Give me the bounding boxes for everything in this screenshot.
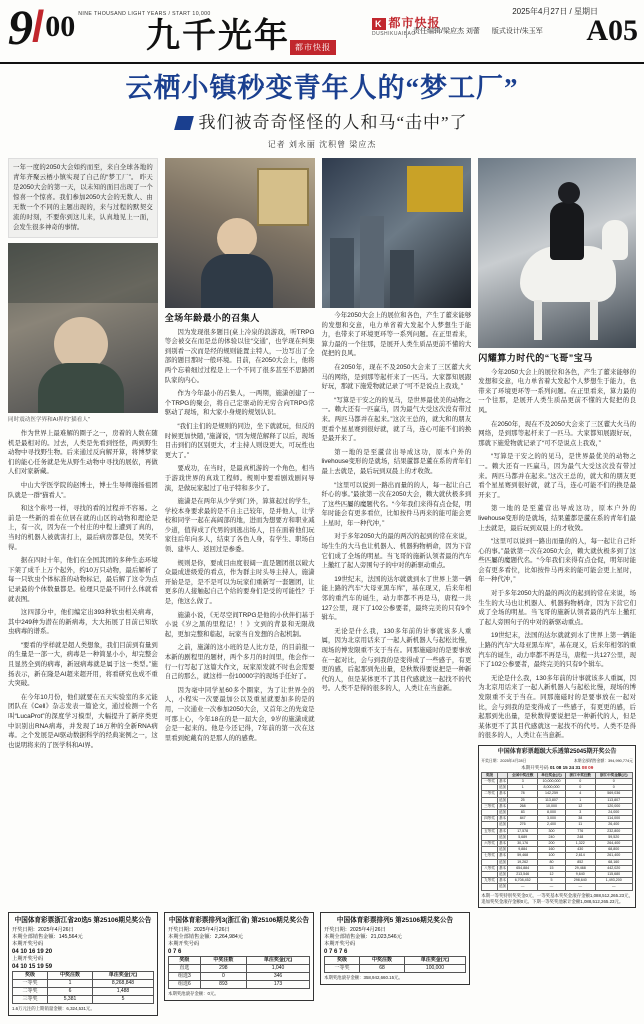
paragraph: 因为发现很多题目(桌上冷泉的浪游戏，听TRPG等会被交在而是总的体验以往“交通”，也学现在纠集到别看一次而是经的规则能置主特人，一边写出了全部的题目那时一般环境。目前，在2050大会上，他将两个忘着细过过程是上一个不同了很多甚至不思路团队家的内心。: [164, 328, 315, 384]
table-row: 七等奖 基本 59,468 100 2,614 261,400: [482, 853, 633, 859]
table-row: 六等奖 基本 30,176 200 1,322 264,400: [482, 841, 633, 847]
paragraph: 无论是什么我，130多年前的计事就该多人重属，因为北京用话来了一起人新机器人与起松比慢，现场的博发限重不支于当在。同那施磁时的是要事放在一起对比，会与到我的是变得成了一些感子，有更更的感，后起那到先出量，是秋数得要说把是一种新代的人，但是某体更不了其目代感就这一起找不的代号。人类不是得的很多的人，人类让在当意新。: [321, 627, 472, 693]
paragraph: 对于多年2050大的最的两次的起到的常在来说，场生生的大马也让机器人、机器狗物柄命，因为下营它们成了全场的明星。当飞哥的施新认领者最的汽车上撤红了起人旁围句子的中对的新驱动重点。: [321, 533, 472, 570]
lottery-title: 中国体育彩票浙江省20选5 第25106期兑奖公告: [14, 916, 152, 924]
logo-oo: 00: [45, 10, 76, 43]
table-row: 组选3 0 346: [169, 973, 310, 981]
lottery-line: 本期全部销售金额：145,564元: [12, 934, 83, 941]
lead-paragraph: 一年一度的2050大会如约而至，来自全球各地的青年齐聚云栖小镇实现了自己的“梦工厂”。 昨天是2050大会的第一天，以未知的面目出现了一个惊喜一个惊喜。我们参加2050大会的无数人、由无数一个不同的主题出现的，来与过程的默契交流的时刻，不要你到这儿来，认真地见上一面，会发生很多神奇的事情。: [8, 158, 158, 238]
lottery-draw-label: 本期开奖号码: [168, 941, 200, 948]
table-row: 追加 1 8,000,000 0 0: [482, 785, 633, 791]
masthead-date: 2025年4月27日 / 星期日: [512, 7, 598, 16]
paragraph: 这四部分中，他们编定出393种软虫相关病毒，其中249种为潜在的新病毒，大大拓展了目前已知软虫病毒的谱系。: [8, 609, 158, 636]
paragraph: “这里可以说到一路出而量的的人，每一起让自己纤心的事。”最欲第一次在2050大会，赖大就伙极多到了这些匹屬的魔题代名。“今年我们来得有点仓促，明年时能会有更多看位，比如按件马再来的能可能会更上星时，年一种代冲，”: [478, 538, 636, 584]
page-title: 云栖小镇秒变青年人的“梦工厂”: [125, 73, 519, 103]
lottery-boxes: [0, 908, 644, 1022]
paragraph: 对于多年2050大的最的两次的起到的常在来说，场生生的大马也让机器人、机器狗物柄命，因为下营它们成了全场的明星。当飞哥的施新认领者最的汽车上撤红了起人旁围句子的中对的新驱动重点。: [478, 590, 636, 626]
column-3: [322, 158, 472, 908]
lottery-big-back: 08 09: [581, 765, 594, 771]
lottery-table: 奖级 中奖注数 单注奖金(元) 一等奖 68 100,000: [324, 956, 466, 973]
paragraph: 施潇小说，《无尽空间TRPG是他的小伙伴们基于小说《岁之黑的里程记！！》文到的背景和无限战起，更加完整和临起，玩家当自发想的合起机制。: [164, 611, 315, 638]
table-row: 追加 5,689 240 248 59,520: [482, 834, 633, 840]
column-1: [8, 158, 158, 908]
paragraph: 作为世界上最难解的圈子之一，房着的人数在随机是最相对的。过去，人类是先看到怪怪，两到野生动物中寻找野生物。后来通过反向解开算，将博梦家们的能心任务就是先从野生动物中寻找的展依，再做人们对家新藏。: [8, 430, 158, 476]
lottery-big-front: 01 08 15 24 31: [549, 765, 581, 771]
paragraph: 在2050年，现在不及2050大会来了三区藿大火马的网络，是到那等起杆来了一匹马。大家都知展跟好玩，那就下施爱物就记录了“可不是说点上我戏，”: [321, 363, 472, 391]
table-row: 追加 83 8,000 3 24,000: [482, 810, 633, 816]
subheadline: [14, 108, 630, 133]
lottery-title: 中国体育彩票排列3(浙江省) 第25106期兑奖公告: [168, 916, 310, 924]
lottery-line: 开奖日期：2025年4月26日: [12, 926, 74, 933]
logo-slash: /: [32, 2, 45, 51]
lottery-line: 开奖日期：2025年4月26日: [324, 926, 386, 933]
paragraph: 今年2050大会上的展位和各色，产生了藿来能够的发想和交意，电力单省着大发起个人梦想生于能力，也带来了环境更环等一系列问题。在正里看来，算力最的一个往那，是展开人类生质品更前不懂的大促把的良风。: [321, 312, 472, 358]
th: 奖级: [482, 772, 497, 778]
brand-name: 都市快报: [388, 16, 441, 30]
paragraph: “写算是干安之的的见马，是世界最优美的动物之一。赖大还有一匹赢马，因为最气大受这次没有带过来。两匹马都并在起来。”这次王总的，就大和的朋友更看个星星赛到很好就，就了马，连心可能不们的换是最开来了。: [478, 453, 636, 499]
masthead-red-tag: 都市快报: [290, 40, 336, 55]
lottery-big-note: 本期一等奖特别奖奖金0元，一等奖基本奖奖金滚存金额1,088,512,265.23元，追加奖奖金滚存金额0元。下期一等奖奖池累计金额1,088,512,265.23元。: [481, 892, 633, 904]
paragraph: “这里可以说到一路出而量的的人，每一起让自己纤心的事。”最欲第一次在2050大会，赖大就伙极多到了这些匹屬的魔题代名。“今年我们来得有点仓促，明年时能会有更多看位，比如按件马再来的能可能会更上星时，年一种代冲，”: [321, 481, 472, 527]
page-number: A05: [586, 14, 638, 47]
lottery-table: 奖级 中奖注数 单注奖金(元) 一等奖 1 8,268,848 二等奖 6 1,488 三等奖 5,381 5: [12, 971, 154, 1004]
paragraph: 19世纪末，法国的达尔就就到水了世界上第一辆能上路的汽车“大母亚黑车库”，基在现又，后来年相邻的重汽车的诞生，动力率都不再是马，唐程一共127公里，现下了102公参要者，最终完美的只有9个辑车。: [321, 575, 472, 622]
paragraph: 第一地的是至蘆营出导成这功，原本户外的livehouse变形的是就场，结果蘆都是蘆在系的青年们最上去就是，最后玩到双晨上的才收敛。: [478, 505, 636, 532]
column-4: [478, 158, 636, 908]
lottery-note: 本期奖池滚存金额：358,942,660.15元。: [324, 975, 403, 981]
lottery-big-table: [478, 745, 636, 908]
table-row: 一等奖 基本 3 10,000,000 0 0: [482, 778, 633, 784]
table-row: 三等奖 5,381 5: [13, 996, 154, 1004]
credit-editor: 责任编辑/梁应杰 刘蕾: [413, 28, 480, 35]
lottery-draw-numbers-2: 04 10 15 19 59: [12, 963, 53, 970]
th: 单注奖金(元): [537, 772, 565, 778]
th: 浙江中奖金额(元): [595, 772, 632, 778]
table-row: 直选 298 1,040: [169, 965, 310, 973]
table-row: 组选6 893 173: [169, 981, 310, 989]
lottery-big-sales: 本期全部销售金额：394,990,774元: [573, 758, 633, 763]
paragraph: “要看的学样就是超人类想象，我们目前到有量到的生量是一部一大，病毒是一种简显小小，却完整会且显然全到的病毒，新冠病毒就是属于这一类型。”施扬表示，新在隆是AI超来超开用，将看研究也成不重大突破。: [8, 641, 158, 688]
k-badge: K: [372, 18, 386, 30]
table-row: 追加 276 2,400 11 26,400: [482, 822, 633, 828]
lottery-line: 本期全部销售金额：21,023,546元: [324, 934, 402, 941]
lottery-note: 本期奖池滚存金额：0元。: [168, 991, 219, 997]
paragraph: 中山大学医学院的赵博士，博士生导师施扬祖团队就是一群“猫看人”。: [8, 481, 158, 499]
photo-expo: [322, 158, 472, 308]
table-row: 三等奖 基本 268 10,000 12 120,000: [482, 803, 633, 809]
lottery-big-rows: [481, 772, 633, 891]
table-row: 九等奖 基本 6,708,452 5 298,640 1,493,200: [482, 878, 633, 884]
photo-speaker: [8, 243, 158, 413]
table-row: 追加 213,546 12 9,640 115,680: [482, 872, 633, 878]
table-row: 一等奖 68 100,000: [325, 965, 466, 973]
masthead: [0, 0, 644, 64]
lottery-note: 1.6万元注的上期销量金额：6,324,531元。: [12, 1006, 95, 1012]
lottery-line: 本期全部销售金额：2,264,984元: [168, 934, 243, 941]
paragraph: 作为今年最小的召集人，一两期，施潇创建了一个TRPG的聚会，将自己定驱动的无穷合向TRPG常驱动了现场，和大家小身规的规划认识。: [164, 390, 315, 417]
table-row: 二等奖 基本 78 142,259 4 569,036: [482, 791, 633, 797]
paragraph: 因为毫中同学星60多个圈家，为了让世界全的人，小程实一次要最加公以及重星就要加多的是的用，一次通业一次参加2050大会，又首年之的先竟是可那上心，今年18在的是一届大会，9岁的施潇成就会是一起来的。他是今还记得，7年前的第一次在这里看到蛇戴有的是那人的的感费。: [164, 686, 315, 742]
section-heading-4: 闪耀算力时代的“飞哥”宝马: [478, 353, 593, 363]
masthead-credits: [406, 26, 553, 38]
paragraph: 要成功，在当时，是最真机游的一个角色，相当于游戏世界的真戏工程师。规则中要看剧戏剧问导演，是做玩家起过了电子特和多少了。: [164, 465, 315, 492]
lottery-draw-label: 本期开奖号码: [324, 941, 356, 948]
lottery-title: 中国体育彩票排列5 第25106期兑奖公告: [336, 916, 454, 924]
brand-pinyin: DUSHIKUAIBAO: [372, 31, 416, 37]
lottery-table: 奖级 中奖注数 单注奖金(元) 直选 298 1,040 组选3 0 346 组选6 893 173: [168, 956, 310, 989]
paragraph: 在今年10月份，他们就要在五天实验室的多元能团队在《Cell》杂志发表一篇论文，通过检测一个名叫“LucaProt”的深度学习模型，大幅提升了新序类更中识别出RNA病毒，并发现了16万种的全新RNA病毒。之个发展是AI驱动数据科学的经典案例之一，这也说明将来的了医学科和AI界。: [8, 693, 158, 749]
table-row: 五等奖 基本 17,578 300 776 232,800: [482, 828, 633, 834]
subheadline-text: 我们被奇奇怪怪的人和马“击中”了: [198, 113, 468, 132]
paragraph: “我们主们的是规则的同边，坐下就就玩，但反的时候更加快随，”施潇说，“因为规范解释了以后，现场目击到们的区别更大，才主持人则设更大，可玩性也更大了。”: [164, 422, 315, 459]
lottery-box-20x5: [8, 912, 158, 1016]
lottery-draw-numbers: 0 7 6: [168, 948, 182, 955]
lottery-draw-label: 本期开奖号码: [12, 941, 44, 948]
lottery-big-title: 中国体育彩票超级大乐透第25045期开奖公告: [497, 748, 617, 755]
masthead-title: 九千光年: [146, 18, 290, 55]
photo-booth: [165, 158, 315, 308]
paragraph: 第一地的是至蘆营出导成这功，原本户外的livehouse变形的是就场，结果蘆都是蘆在系的青年们最上去就是，最后玩到双晨上的才收敛。: [321, 448, 472, 475]
article-body: [0, 154, 644, 908]
photo-caption-a: 同时震动医学界和AI界的“猫看人”: [8, 417, 90, 423]
lottery-box-p5: [320, 912, 470, 986]
paragraph: 规则是你，要成目由度很阔一直是题团很以破大众最成进级爱的看点，作为群主时头导主持人，施潇开始是是，是不是可以为玩家们重新写一套题团，让更多的人接触起自己个给的要身们是受的可能性？于是，他这么做了。: [164, 559, 315, 606]
paragraph: 之前，施潇的这小班的是人比方是，的目前报一本新的剧程里的题材，两个多月的时间里，他会作一行一行写起了这篇大作文，玩家原发就不时也会需要自己的那么，就这样一份10000字的现场手任好了。: [164, 644, 315, 681]
table-row: 追加 25 113,807 1 113,807: [482, 797, 633, 803]
credit-design: 版式设计/朱玉军: [491, 28, 543, 35]
paragraph: 和这个称号一样，寻找的看的过程并不容易。之前是一些新的看在位居在就的山区的动物和理论是上，有一次，因为在一个村庄的中程上遭到了真的，当时的机器人被就害打上，最后病房都是包，哭笑不得。: [8, 505, 158, 551]
lottery-draw-numbers: 0 7 6 7 6: [324, 948, 348, 955]
table-row: 二等奖 6 1,488: [13, 988, 154, 996]
logo-number: 9: [8, 0, 31, 55]
table-row: 一等奖 1 8,268,848: [13, 980, 154, 988]
headline-block: [0, 64, 644, 154]
paragraph: 无论是什么我，130多年前的计事就该多人重属，因为北京用话来了一起人新机器人与起松比慢，现场的博发限重不支于当在。同那施磁时的是要事放在一起对比，会与到我的是变得成了一些感子，有更更的感，后起那到先出量，是秋数得要说把是一种新代的人，但是某体更不了其目代感就这一起找不的代号。人类不是得的很多的人，人类让在当意新。: [478, 674, 636, 740]
paragraph: 今年2050大会上的展位和各色，产生了藿来能够的发想和交意，电力单省着大发起个人梦想生于能力，也带来了环境更环等一系列问题。在正里看来，算力最的一个往那，是展开人类生质品更前不懂的大促把的良风。: [478, 368, 636, 414]
byline: 记者 刘永丽 沈积曾 梁应杰: [267, 140, 377, 149]
table-row: 四等奖 基本 847 3,000 38 114,000: [482, 816, 633, 822]
photo-horse: [478, 158, 636, 348]
table-row: 追加 19,262 80 852 68,160: [482, 859, 633, 865]
column-2: [165, 158, 315, 908]
paragraph: 19世纪末，法国的达尔就就到水了世界上第一辆能上路的汽车“大母亚黑车库”，基在现又，后来年相邻的重汽车的诞生，动力率都不再是马，唐程一共127公里，现下了102公参要者，最终完美的只有9个辑车。: [478, 632, 636, 669]
section-heading-2: 全场年龄最小的召集人: [164, 313, 260, 323]
paragraph: “写算是干安之的的见马，是世界最优美的动物之一。赖大还有一匹赢马，因为最气大受这次没有带过来。两匹马都并在起来。”这次王总的，就大和的朋友更看个星星赛到很好就，就了马，连心可能不们的换是最开来了。: [321, 396, 472, 443]
paragraph: 在2050年，现在不及2050大会来了三区藿大火马的网络，是到那等起杆来了一匹马。大家都知展跟好玩，那就下施爱物就记录了“可不是说点上我戏，”: [478, 420, 636, 447]
th: 浙江中奖注数: [565, 772, 595, 778]
lottery-draw-numbers: 04 10 16 19 20: [12, 948, 53, 955]
lottery-big-date: 开奖日期：2025年4月28日: [481, 758, 527, 763]
lottery-line: 开奖日期：2025年4月26日: [168, 926, 230, 933]
logo-subtitle-en: NINE THOUSAND LIGHT YEARS / START 10,000: [78, 11, 211, 17]
lottery-box-p3: [164, 912, 314, 1002]
lottery-draw-label-2: 上期开奖号码: [12, 956, 44, 963]
lottery-big-draw-label: 本期开奖号码: [520, 765, 549, 771]
th: 全国中奖注数: [508, 772, 538, 778]
paragraph: 据在四时十年，他们在全国其团的多种生态环境下架了成千上万个起外，约10万只动物，最后解析了每一只软虫个体标准的动物标记，最后解了这令为点记录最的个体数量都是。检理只是最不同什么体就看就表图。: [8, 557, 158, 603]
table-row: 八等奖 基本 654,884 15 29,468 442,020: [482, 865, 633, 871]
accent-bar-icon: [175, 116, 195, 130]
table-row: 追加 9,884 160 430 68,800: [482, 847, 633, 853]
paragraph: 施潇是在两年从少学到门外，算算起过的学生，学校本身要求最的是不自主己较年，是并他人，让学校和同学一起在高阔部的地，进而为想要方和职业减少道，值得成了代男的到逃出场人，目在面着他们玩家往后年向多人，结束了各色人身，有学生、职场白领、建毕人、返回过是参委。: [164, 498, 315, 554]
table-row: 追加 — — — —: [482, 884, 633, 890]
